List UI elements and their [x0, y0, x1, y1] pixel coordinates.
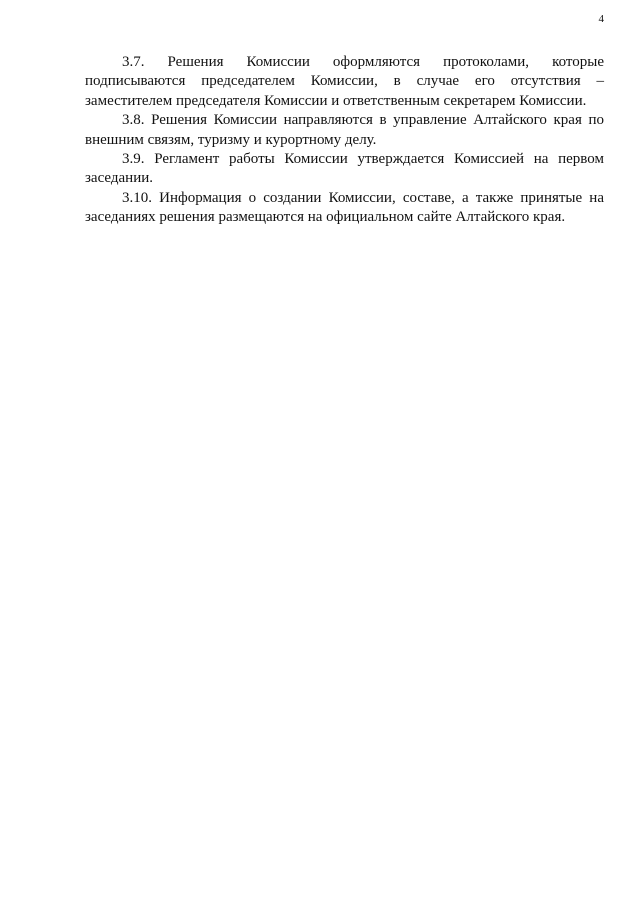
document-body: [85, 53, 604, 228]
paragraph-3-10: 3.10. Информация о создании Комиссии, составе, а также принятые на заседаниях решения размещаются на официальном сайте Алтайского края.: [85, 189, 604, 226]
paragraph-3-9: 3.9. Регламент работы Комиссии утверждается Комиссией на первом заседании.: [85, 151, 604, 187]
paragraph-3-7: 3.7. Решения Комиссии оформляются протоколами, которые подписываются председателем Комиссии, в случае его отсутствия – заместителем председателя Комиссии и ответственным секретарем Комиссии.: [85, 54, 604, 109]
page-number: 4: [598, 13, 604, 25]
paragraph-3-8: 3.8. Решения Комиссии направляются в управление Алтайского края по внешним связям, туризму и курортному делу.: [85, 112, 604, 148]
